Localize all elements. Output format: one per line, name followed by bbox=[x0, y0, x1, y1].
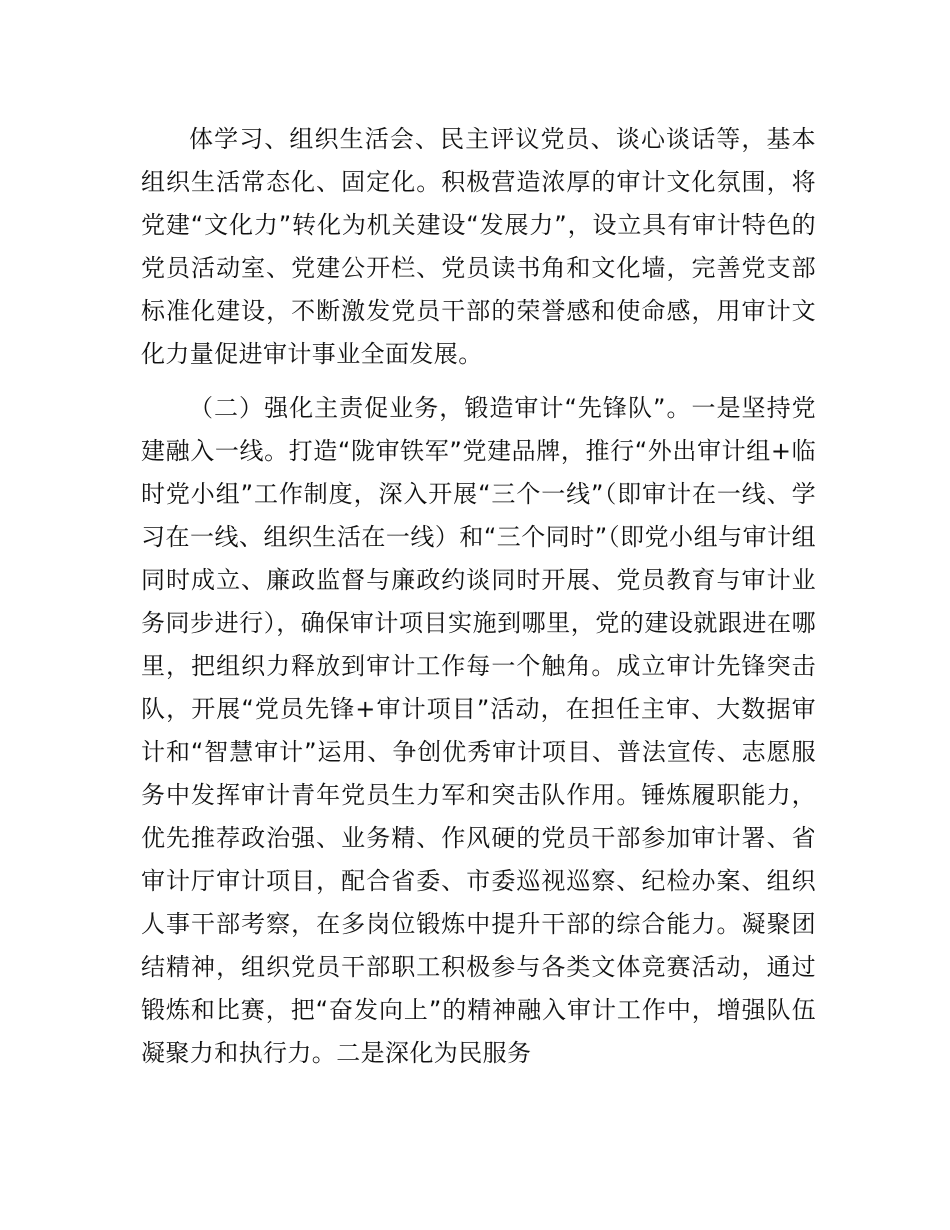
document-body bbox=[141, 118, 816, 1075]
paragraph-1: 体学习、组织生活会、民主评议党员、谈心谈话等，基本组织生活常态化、固定化。积极营造浓厚的审计文化氛围，将党建“文化力”转化为机关建设“发展力”，设立具有审计特色的党员活动室、党建公开栏、党员读书角和文化墙，完善党支部标准化建设，不断激发党员干部的荣誉感和使命感，用审计文化力量促进审计事业全面发展。 bbox=[141, 125, 816, 368]
paragraph-2: （二）强化主责促业务，锻造审计“先锋队”。一是坚持党建融入一线。打造“陇审铁军”党建品牌，推行“外出审计组+临时党小组”工作制度，深入开展“三个一线”（即审计在一线、学习在一线、组织生活在一线）和“三个同时”（即党小组与审计组同时成立、廉政监督与廉政约谈同时开展、党员教育与审计业务同步进行），确保审计项目实施到哪里，党的建设就跟进在哪里，把组织力释放到审计工作每一个触角。成立审计先锋突击队，开展“党员先锋+审计项目”活动，在担任主审、大数据审计和“智慧审计”运用、争创优秀审计项目、普法宣传、志愿服务中发挥审计青年党员生力军和突击队作用。锤炼履职能力，优先推荐政治强、业务精、作风硬的党员干部参加审计署、省审计厅审计项目，配合省委、市委巡视巡察、纪检办案、组织人事干部考察，在多岗位锻炼中提升干部的综合能力。凝聚团结精神，组织党员干部职工积极参与各类文体竞赛活动，通过锻炼和比赛，把“奋发向上”的精神融入审计工作中，增强队伍凝聚力和执行力。二是深化为民服务 bbox=[141, 394, 816, 1067]
